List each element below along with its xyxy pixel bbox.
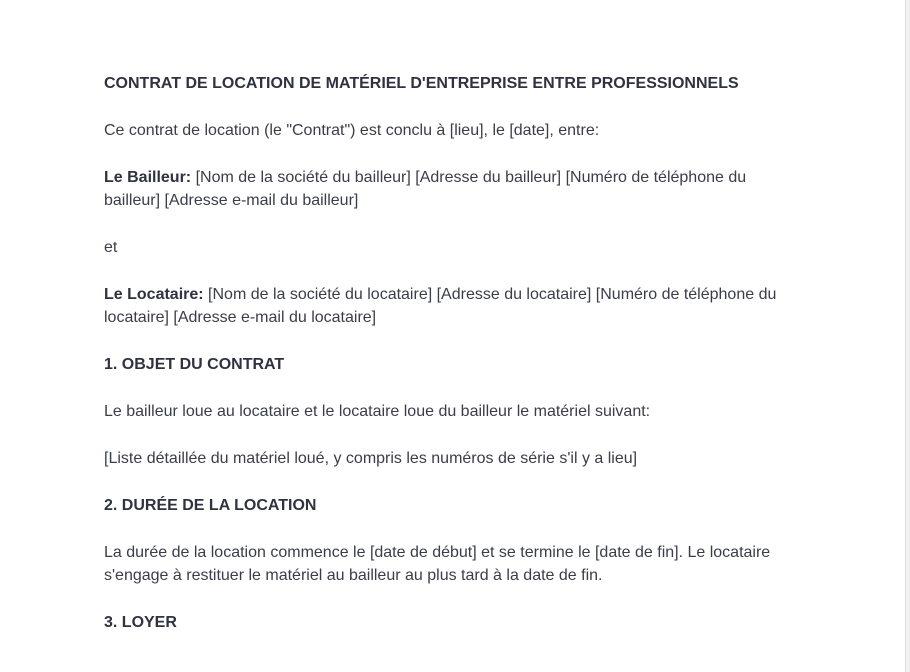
section-1-paragraph-2: [Liste détaillée du matériel loué, y compris les numéros de série s'il y a lieu]	[104, 450, 638, 467]
lessee-label: Le Locataire:	[104, 286, 204, 303]
lessee-paragraph	[104, 283, 804, 329]
section-3-heading: 3. LOYER	[104, 614, 177, 631]
section-1-paragraph-1: Le bailleur loue au locataire et le locataire loue du bailleur le matériel suivant:	[104, 403, 651, 420]
document-content	[104, 72, 804, 658]
section-2-heading: 2. DURÉE DE LA LOCATION	[104, 497, 317, 514]
lessee-text: [Nom de la société du locataire] [Adresse du locataire] [Numéro de téléphone du locataire] [Adresse e-mail du locataire]	[104, 286, 777, 326]
document-title: CONTRAT DE LOCATION DE MATÉRIEL D'ENTREPRISE ENTRE PROFESSIONNELS	[104, 75, 739, 92]
lessor-text: [Nom de la société du bailleur] [Adresse du bailleur] [Numéro de téléphone du bailleur] [Adresse e-mail du bailleur]	[104, 169, 747, 209]
and-paragraph: et	[104, 239, 118, 256]
section-1-heading: 1. OBJET DU CONTRAT	[104, 356, 285, 373]
intro-paragraph: Ce contrat de location (le "Contrat") est conclu à [lieu], le [date], entre:	[104, 122, 600, 139]
lessor-label: Le Bailleur:	[104, 169, 192, 186]
lessor-paragraph	[104, 166, 804, 212]
section-2-paragraph-1: La durée de la location commence le [date de début] et se termine le [date de fin]. Le locataire s'engage à restituer le matériel au bailleur au plus tard à la date de fin.	[104, 544, 771, 584]
